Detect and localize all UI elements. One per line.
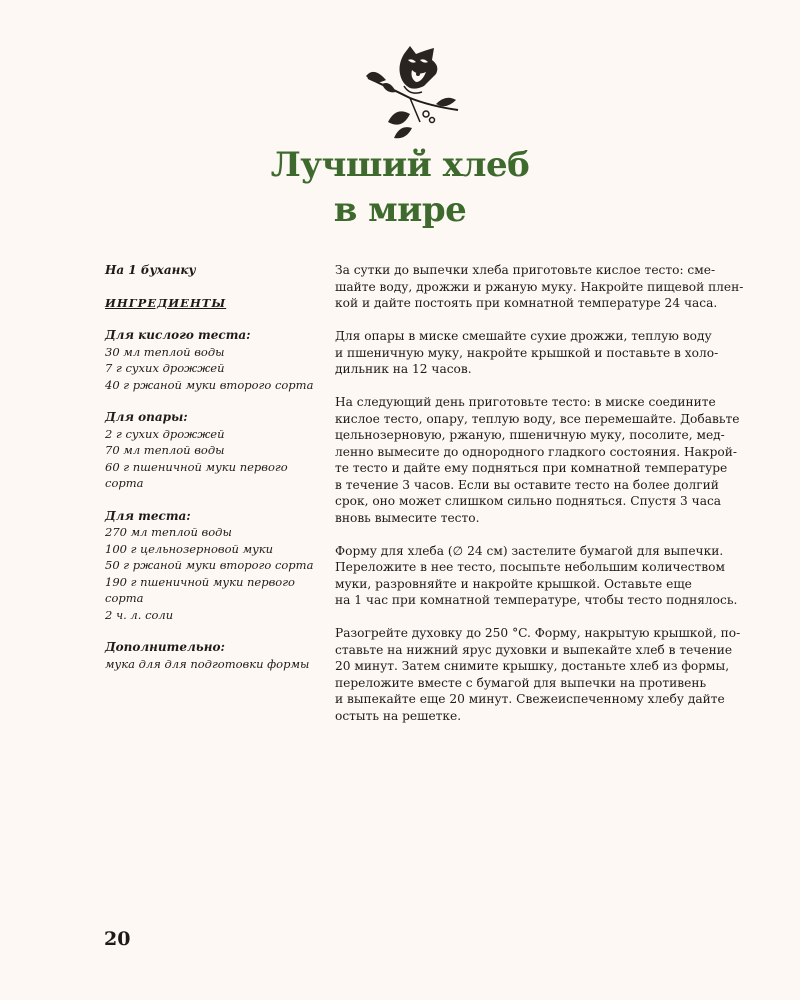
instruction-line: кислое тесто, опару, теплую воду, все перемешайте. Добавьте [335, 411, 740, 426]
instruction-line: Разогрейте духовку до 250 °C. Форму, накрытую крышкой, по- [335, 626, 741, 640]
instruction-line: переложите вместе с бумагой для выпечки на противень [335, 675, 707, 690]
ingredients-heading: ИНГРЕДИЕНТЫ [105, 295, 227, 310]
instruction-line: ленно вымесите до однородного гладкого состояния. Накрой- [335, 444, 737, 459]
instruction-paragraph [335, 543, 738, 609]
ingredient-group [105, 409, 320, 492]
recipe-title [0, 143, 800, 233]
instruction-paragraph [335, 625, 741, 724]
ingredient-groups [105, 327, 320, 672]
instruction-line: вновь вымесите тесто. [335, 510, 480, 525]
ingredient-group-title: Для кислого теста: [105, 328, 251, 342]
instruction-line: Для опары в миске смешайте сухие дрожжи, теплую воду [335, 329, 712, 343]
ingredient-item: 70 мл теплой воды [105, 443, 225, 457]
ingredient-group [105, 327, 320, 393]
ingredient-group [105, 639, 320, 672]
recipe-title-line2: в мире [333, 190, 467, 230]
instruction-line: срок, оно может слишком сильно подняться. Спустя 3 часа [335, 494, 722, 508]
instruction-line: цельнозерновую, ржаную, пшеничную муку, посолите, мед- [335, 428, 725, 442]
instruction-line: Переложите в нее тесто, посыпьте небольшим количеством [335, 560, 725, 574]
ingredient-item: мука для для подготовки формы [105, 656, 310, 671]
instruction-line: на 1 час при комнатной температуре, чтобы тесто поднялось. [335, 593, 738, 607]
ingredient-item: 40 г ржаной муки второго сорта [105, 377, 314, 392]
instruction-line: Форму для хлеба (∅ 24 см) застелите бумагой для выпечки. [335, 543, 724, 558]
ingredient-item: 60 г пшеничной муки первого сорта [105, 459, 288, 490]
servings-label: На 1 буханку [105, 263, 196, 277]
recipe-title-line1: Лучший хлеб [270, 145, 530, 185]
instruction-line: и выпекайте еще 20 минут. Свежеиспеченному хлебу дайте [335, 692, 725, 706]
ingredient-group-title: Дополнительно: [105, 640, 225, 654]
instruction-paragraph [335, 394, 740, 526]
instruction-line: дильник на 12 часов. [335, 362, 472, 376]
instruction-line: шайте воду, дрожжи и ржаную муку. Накройте пищевой плен- [335, 279, 744, 294]
instruction-paragraph [335, 328, 719, 378]
instruction-paragraph [335, 262, 744, 312]
ingredient-group-title: Для теста: [105, 508, 191, 523]
instruction-line: 20 минут. Затем снимите крышку, достаньте хлеб из формы, [335, 659, 730, 673]
ingredient-group-title: Для опары: [105, 410, 188, 424]
ingredient-group [105, 508, 320, 624]
ingredient-item: 30 мл теплой воды [105, 344, 225, 359]
fox-emblem-icon [360, 40, 460, 140]
ingredient-item: сорта [105, 591, 144, 605]
ingredient-item: 190 г пшеничной муки первого [105, 574, 295, 589]
instruction-line: На следующий день приготовьте тесто: в миске соедините [335, 395, 716, 409]
instructions [335, 262, 744, 741]
instruction-line: и пшеничную муку, накройте крышкой и поставьте в холо- [335, 345, 719, 360]
instruction-line: кой и дайте постоять при комнатной температуре 24 часа. [335, 296, 718, 310]
instruction-line: в течение 3 часов. Если вы оставите тесто на более долгий [335, 477, 719, 492]
ingredient-item: 50 г ржаной муки второго сорта [105, 558, 314, 572]
ingredient-item: 2 г сухих дрожжей [105, 426, 225, 441]
ingredients-panel [105, 262, 320, 688]
instruction-line: те тесто и дайте ему подняться при комнатной температуре [335, 461, 728, 475]
ingredient-item: 270 мл теплой воды [105, 525, 232, 539]
ingredient-item: 2 ч. л. соли [105, 607, 174, 622]
instruction-line: ставьте на нижний ярус духовки и выпекайте хлеб в течение [335, 642, 733, 657]
ingredient-item: 100 г цельнозерновой муки [105, 541, 274, 556]
instruction-line: муки, разровняйте и накройте крышкой. Оставьте еще [335, 576, 692, 591]
ingredient-item: 7 г сухих дрожжей [105, 361, 225, 375]
page-number: 20 [104, 928, 131, 950]
instruction-line: остыть на решетке. [335, 708, 462, 723]
instruction-line: За сутки до выпечки хлеба приготовьте кислое тесто: сме- [335, 263, 716, 277]
